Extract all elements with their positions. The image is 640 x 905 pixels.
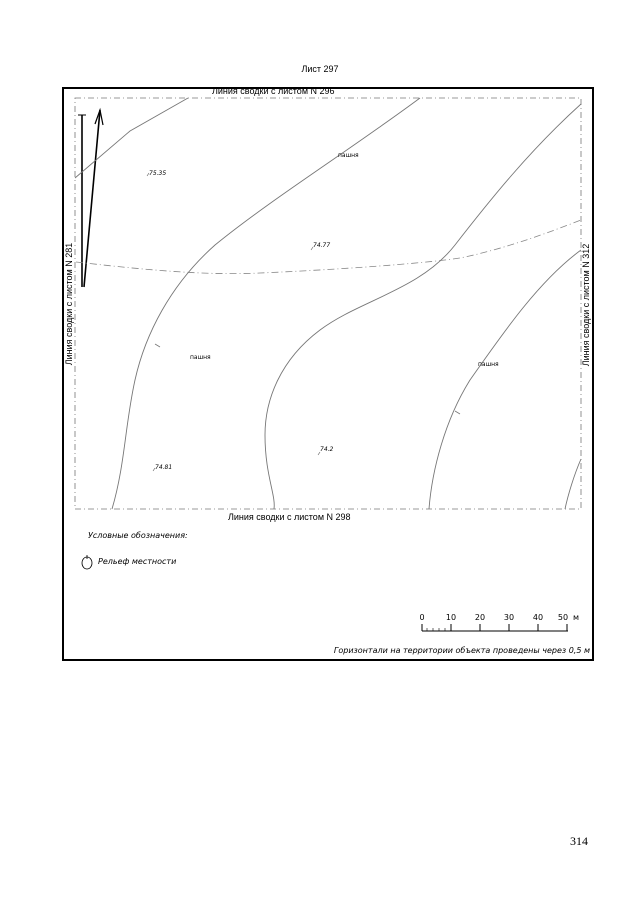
legend-title: Условные обозначения: bbox=[88, 531, 188, 540]
scale-unit: м bbox=[573, 613, 580, 622]
join-label-left: Линия сводки с листом N 281 bbox=[64, 242, 74, 366]
north-arrow-icon bbox=[78, 110, 103, 287]
land-label: пашня bbox=[338, 152, 359, 159]
page-number: 314 bbox=[570, 834, 588, 848]
scale-tick-label: 10 bbox=[445, 613, 457, 622]
join-label-top: Линия сводки с листом N 296 bbox=[212, 86, 335, 96]
spot-height: 74.81 bbox=[155, 464, 173, 471]
spot-height: 75.35 bbox=[149, 170, 167, 177]
scale-tick-label: 0 bbox=[419, 613, 425, 622]
sheet-title: Лист 297 bbox=[301, 64, 339, 74]
contour-line bbox=[565, 459, 581, 509]
contour-line bbox=[429, 250, 581, 509]
join-label-bottom: Линия сводки с листом N 298 bbox=[228, 512, 351, 522]
contour-line bbox=[75, 98, 188, 178]
land-label: пашня bbox=[190, 354, 211, 361]
scale-tick-label: 20 bbox=[474, 613, 486, 622]
scale-tick-label: 40 bbox=[532, 613, 544, 622]
spot-height: 74.77 bbox=[313, 242, 331, 249]
land-label: пашня bbox=[478, 361, 499, 368]
scale-tick-label: 50 bbox=[557, 613, 569, 622]
spot-height: 74.2 bbox=[320, 446, 334, 453]
contour-line bbox=[112, 98, 420, 509]
scale-bar bbox=[422, 624, 568, 631]
join-label-right: Линия сводки с листом N 312 bbox=[581, 243, 591, 367]
contour-line bbox=[265, 104, 581, 509]
relief-icon bbox=[82, 555, 92, 569]
contour-interval-note: Горизонтали на территории объекта проведены через 0,5 м bbox=[333, 646, 590, 655]
scale-tick-label: 30 bbox=[503, 613, 515, 622]
legend-item-relief: Рельеф местности bbox=[98, 557, 177, 566]
